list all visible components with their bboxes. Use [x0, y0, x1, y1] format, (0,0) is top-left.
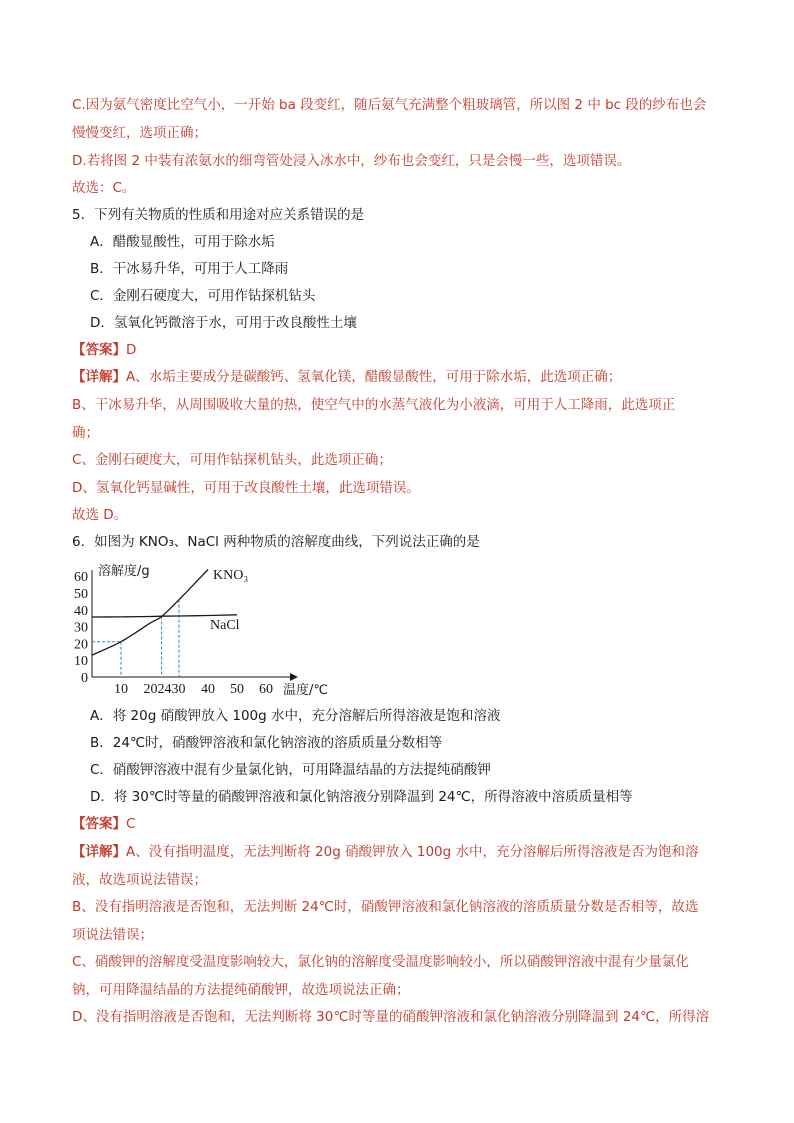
q6-answer [72, 815, 135, 833]
y-tick-label: 0 [81, 671, 88, 686]
y-axis-label: 溶解度/g [98, 564, 150, 579]
series-label-kno3: KNO₃ [213, 568, 249, 583]
q6-option-d: D．将 30℃时等量的硝酸钾溶液和氯化钠溶液分别降温到 24℃，所得溶液中溶质质量相等 [90, 789, 633, 805]
q5-option-b: B．干冰易升华，可用于人工降雨 [90, 261, 289, 277]
answer-tag: 【答案】 [72, 816, 126, 832]
answer-select-c: 故选：C。 [72, 180, 136, 196]
q6-detail-c-line1: C、硝酸钾的溶解度受温度影响较大，氯化钠的溶解度受温度影响较小，所以硝酸钾溶液中混有少量氯化 [72, 954, 689, 970]
q6-option-c: C．硝酸钾溶液中混有少量氯化钠，可用降温结晶的方法提纯硝酸钾 [90, 762, 491, 778]
x-tick-label: 60 [259, 682, 273, 697]
kno3-curve [92, 570, 208, 656]
q6-detail-a-line1 [72, 843, 698, 861]
q5-option-d: D．氢氧化钙微溶于水，可用于改良酸性土壤 [90, 315, 357, 331]
option-d-line: D.若将图 2 中装有浓氨水的细弯管处浸入冰水中，纱布也会变红，只是会慢一些，选项错误。 [72, 153, 631, 169]
solubility-chart [70, 562, 370, 702]
question-6: 6．如图为 KNO₃、NaCl 两种物质的溶解度曲线，下列说法正确的是 [72, 534, 480, 550]
detail-tag: 【详解】 [72, 844, 126, 860]
series-label-nacl: NaCl [210, 618, 240, 633]
chart-guides [92, 600, 179, 677]
q5-detail-a [72, 368, 621, 386]
q5-detail-b-line1: B、干冰易升华，从周围吸收大量的热，使空气中的水蒸气液化为小液滴，可用于人工降雨，此选项正 [72, 397, 676, 413]
q5-select: 故选 D。 [72, 507, 128, 523]
y-tick-label: 30 [74, 620, 88, 636]
x-axis-arrow [290, 673, 298, 681]
y-tick-label: 50 [74, 587, 88, 602]
q6-detail-b-line2: 项说法错误； [72, 927, 153, 943]
q5-option-a: A．醋酸显酸性，可用于除水垢 [90, 234, 275, 250]
x-tick-label: 40 [201, 682, 215, 697]
y-tick-label: 60 [74, 570, 88, 586]
detail-text: A、水垢主要成分是碳酸钙、氢氧化镁，醋酸显酸性，可用于除水垢，此选项正确； [126, 369, 622, 385]
q5-detail-d: D、氢氧化钙显碱性，可用于改良酸性土壤，此选项错误。 [72, 480, 420, 496]
y-tick-label: 20 [74, 637, 88, 653]
q5-detail-b-line2: 确； [72, 425, 99, 441]
answer-value: C [126, 816, 136, 832]
option-c-line2: 慢慢变红，选项正确； [72, 125, 207, 141]
detail-tag: 【详解】 [72, 369, 126, 385]
x-tick-label: 50 [230, 682, 244, 697]
q5-detail-c: C、金刚石硬度大，可用作钻探机钻头，此选项正确； [72, 452, 392, 468]
q6-detail-a-line2: 液，故选项说法错误； [72, 872, 207, 888]
y-tick-label: 10 [74, 654, 88, 670]
q6-option-b: B．24℃时，硝酸钾溶液和氯化钠溶液的溶质质量分数相等 [90, 735, 443, 751]
x-axis-label: 温度/℃ [283, 683, 328, 698]
answer-tag: 【答案】 [72, 342, 126, 358]
detail-text: A、没有指明温度，无法判断将 20g 硝酸钾放入 100g 水中，充分溶解后所得溶液是否为饱和溶 [126, 844, 699, 860]
q5-option-c: C．金刚石硬度大，可用作钻探机钻头 [90, 288, 316, 304]
question-5: 5．下列有关物质的性质和用途对应关系错误的是 [72, 207, 365, 223]
q5-answer [72, 341, 136, 359]
q6-detail-d-line1: D、没有指明溶液是否饱和，无法判断将 30℃时等量的硝酸钾溶液和氯化钠溶液分别降温到 24℃，所得溶 [72, 1009, 710, 1025]
q6-detail-b-line1: B、没有指明溶液是否饱和，无法判断 24℃时，硝酸钾溶液和氯化钠溶液的溶质质量分数是否相等，故选 [72, 899, 699, 915]
y-tick-label: 40 [74, 603, 88, 619]
chart-tick-labels [74, 570, 273, 697]
answer-value: D [126, 342, 137, 358]
nacl-curve [92, 615, 237, 617]
x-tick-label: 10 [114, 682, 128, 697]
chart-axes [92, 570, 298, 681]
x-tick-label: 202430 [143, 682, 186, 697]
option-c-line1: C.因为氨气密度比空气小，一开始 ba 段变红，随后氨气充满整个粗玻璃管，所以图 2 中 bc 段的纱布也会 [72, 97, 707, 113]
q6-detail-c-line2: 钠，可用降温结晶的方法提纯硝酸钾，故选项说法正确； [72, 982, 410, 998]
q6-option-a: A．将 20g 硝酸钾放入 100g 水中，充分溶解后所得溶液是饱和溶液 [90, 708, 501, 724]
